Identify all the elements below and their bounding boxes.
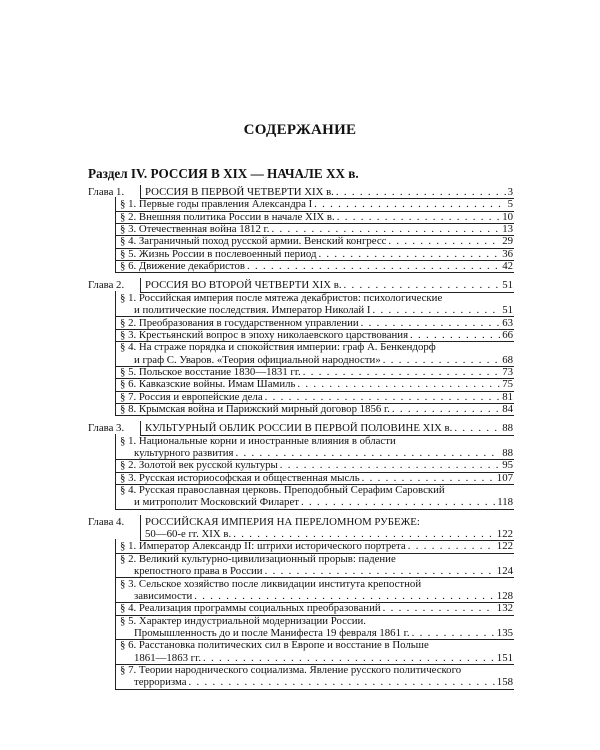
page-number: 75 bbox=[502, 378, 513, 391]
chapter-label: Глава 2. bbox=[88, 279, 125, 292]
page-number: 5 bbox=[507, 198, 513, 211]
toc-entry-text: § 5. Характер индустриальной модернизации России. bbox=[120, 614, 366, 627]
entry-bracket bbox=[115, 552, 514, 579]
page-number: 95 bbox=[502, 459, 513, 472]
entry-bracket bbox=[115, 291, 514, 318]
toc-entry-text: § 6. Расстановка политических сил в Европе и восстание в Польше bbox=[120, 639, 429, 652]
toc-entry-text: § 4. Реализация программы социальных преобразований bbox=[120, 602, 381, 615]
toc-entry-text: § 2. Преобразования в государственном управлении bbox=[120, 316, 359, 329]
toc-entry-text: § 6. Движение декабристов bbox=[120, 260, 245, 273]
toc-entry-text: РОССИЯ ВО ВТОРОЙ ЧЕТВЕРТИ XIX в. bbox=[145, 279, 342, 292]
toc-entry-text: § 8. Крымская война и Парижский мирный договор 1856 г. bbox=[120, 402, 390, 415]
entry-bracket bbox=[115, 483, 514, 510]
toc-entry-text: § 2. Внешняя политика России в начале XIX в. bbox=[120, 210, 335, 223]
toc-entry-text: § 2. Великий культурно-цивилизационный прорыв: падение bbox=[120, 552, 396, 565]
toc-entry-text: терроризма bbox=[134, 676, 187, 689]
page-number: 151 bbox=[496, 651, 513, 664]
toc-entry-text: и граф С. Уваров. «Теория официальной народности» bbox=[134, 353, 381, 366]
toc-entry-text: и митрополит Московский Филарет bbox=[134, 496, 299, 509]
toc-entry-text: § 4. Русская православная церковь. Преподобный Серафим Саровский bbox=[120, 484, 445, 497]
toc-entry-text: РОССИЯ В ПЕРВОЙ ЧЕТВЕРТИ XIX в. bbox=[145, 186, 334, 198]
page-number: 42 bbox=[502, 260, 513, 273]
page-number: 135 bbox=[496, 626, 513, 639]
page-number: 73 bbox=[502, 365, 513, 378]
entry-bracket bbox=[115, 638, 514, 665]
toc-entry-text: § 5. Жизнь России в послевоенный период bbox=[120, 247, 317, 260]
page-number: 3 bbox=[507, 186, 513, 198]
section-heading: Раздел IV. РОССИЯ В XIX — НАЧАЛЕ XX в. bbox=[88, 166, 359, 181]
entry-bracket bbox=[115, 434, 514, 461]
entry-bracket bbox=[140, 515, 514, 542]
page-number: 118 bbox=[497, 496, 513, 509]
page-number: 158 bbox=[496, 676, 513, 689]
toc-entry-text: § 7. Теории народнического социализма. Явление русского политического bbox=[120, 663, 462, 676]
entry-bracket bbox=[115, 340, 514, 367]
entry-bracket bbox=[115, 663, 514, 690]
page-number: 128 bbox=[496, 589, 513, 602]
toc-entry-text: § 2. Золотой век русской культуры bbox=[120, 459, 278, 472]
toc-entry-text: зависимости bbox=[134, 589, 193, 602]
toc-entry-text: РОССИЙСКАЯ ИМПЕРИЯ НА ПЕРЕЛОМНОМ РУБЕЖЕ: bbox=[145, 515, 420, 528]
toc-entry-text: КУЛЬТУРНЫЙ ОБЛИК РОССИИ В ПЕРВОЙ ПОЛОВИНЕ XIX в. bbox=[145, 422, 453, 435]
toc-entry-text: § 5. Польское восстание 1830—1831 гг. bbox=[120, 365, 301, 378]
entry-bracket bbox=[115, 259, 514, 273]
toc-entry-text: § 3. Отечественная война 1812 г. bbox=[120, 223, 270, 236]
toc-entry-text: § 1. Российская империя после мятежа декабристов: психологические bbox=[120, 291, 443, 304]
page-title: СОДЕРЖАНИЕ bbox=[243, 122, 357, 138]
page-number: 68 bbox=[502, 353, 513, 366]
page-number: 63 bbox=[502, 316, 513, 329]
toc-entry-text: § 1. Первые годы правления Александра I bbox=[120, 198, 313, 211]
page-number: 81 bbox=[502, 390, 513, 403]
toc-entry-text: культурного развития bbox=[134, 447, 234, 459]
chapter-label: Глава 1. bbox=[88, 186, 125, 198]
page-number: 51 bbox=[502, 304, 513, 317]
page-number: 88 bbox=[502, 447, 513, 459]
entry-bracket bbox=[115, 577, 514, 604]
toc-entry-text: § 1. Император Александр II: штрихи исторического портрета bbox=[120, 540, 406, 553]
toc-entry-text: 50—60-е гг. XIX в. bbox=[145, 528, 232, 541]
page-number: 88 bbox=[502, 422, 513, 435]
page-number: 122 bbox=[496, 528, 513, 541]
toc-entry-text: § 3. Сельское хозяйство после ликвидации института крепостной bbox=[120, 577, 422, 590]
page-number: 132 bbox=[496, 602, 513, 615]
page-number: 84 bbox=[502, 402, 513, 415]
page-number: 66 bbox=[502, 328, 513, 341]
entry-bracket bbox=[115, 402, 514, 416]
toc-entry-text: § 4. Заграничный поход русской армии. Венский конгресс bbox=[120, 235, 387, 248]
chapter-label: Глава 3. bbox=[88, 422, 125, 435]
page-number: 51 bbox=[502, 279, 513, 292]
page-number: 13 bbox=[502, 223, 513, 236]
page-number: 124 bbox=[496, 565, 513, 578]
page-number: 36 bbox=[502, 247, 513, 260]
toc-entry-text: и политические последствия. Император Николай I bbox=[134, 304, 371, 317]
toc-entry-text: § 1. Национальные корни и иностранные влияния в области bbox=[120, 434, 396, 447]
page-number: 29 bbox=[502, 235, 513, 248]
page-number: 107 bbox=[496, 471, 513, 484]
toc-entry-text: § 6. Кавказские войны. Имам Шамиль bbox=[120, 378, 296, 391]
toc-entry-text: § 3. Русская историософская и общественная мысль bbox=[120, 471, 360, 484]
toc-entry-text: 1861—1863 гг. bbox=[134, 651, 202, 664]
toc-entry-text: Промышленность до и после Манифеста 19 февраля 1861 г. bbox=[134, 626, 410, 639]
chapter-label: Глава 4. bbox=[88, 515, 125, 528]
toc-entry-text: § 3. Крестьянский вопрос в эпоху николаевского царствования bbox=[120, 328, 409, 341]
page-number: 10 bbox=[502, 210, 513, 223]
toc-entry-text: § 7. Россия и европейские дела bbox=[120, 390, 263, 403]
entry-bracket bbox=[115, 614, 514, 641]
toc-entry-text: § 4. На страже порядка и спокойствия империи: граф А. Бенкендорф bbox=[120, 341, 436, 354]
page-number: 122 bbox=[496, 540, 513, 553]
toc-entry-text: крепостного права в России bbox=[134, 565, 263, 578]
